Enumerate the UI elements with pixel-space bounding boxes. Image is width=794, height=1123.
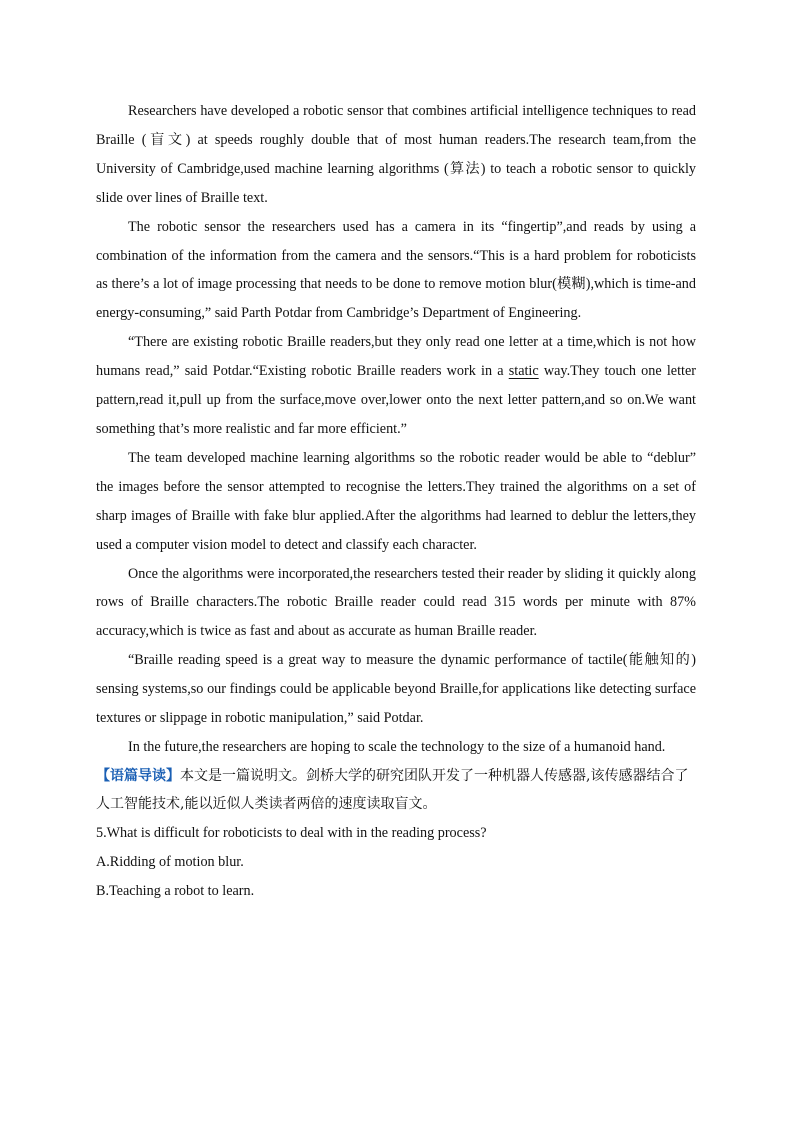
underlined-word-static: static — [508, 363, 539, 380]
paragraph-5: Once the algorithms were incorporated,the researchers tested their reader by sliding it quickly along rows of Braille characters.The robotic Braille reader could read 315 words per minute with 87% accuracy,which is twice as fast and about as accurate as human Braille reader. — [96, 565, 696, 640]
paragraph-4: The team developed machine learning algorithms so the robotic reader would be able to “deblur” the images before the sensor attempted to recognise the letters.They trained the algorithms on a set of sharp images of Braille with fake blur applied.After the algorithms had learned to deblur the letters,they used a computer vision model to detect and classify each character. — [96, 449, 696, 553]
reading-guide-label: 【语篇导读】 — [96, 767, 180, 784]
paragraph-3-text-a: “There are existing robotic Braille readers,but they only read one letter at a time,which is not how humans read,” said Potdar.“Existing robotic Braille readers work in a — [96, 334, 696, 380]
reading-guide-text: 本文是一篇说明文。剑桥大学的研究团队开发了一种机器人传感器,该传感器结合了人工智能技术,能以近似人类读者两倍的速度读取盲文。 — [96, 767, 689, 813]
option-b[interactable]: B.Teaching a robot to learn. — [96, 882, 255, 899]
document-page — [96, 97, 696, 906]
question-number: 5 — [96, 824, 104, 841]
paragraph-7: In the future,the researchers are hoping to scale the technology to the size of a humanoid hand. — [128, 738, 666, 755]
paragraph-2: The robotic sensor the researchers used has a camera in its “fingertip”,and reads by using a combination of the information from the camera and the sensors.“This is a hard problem for roboticists as there’s a lot of image processing that needs to be done to remove motion blur(模糊),which is time-and energy-consuming,” said Parth Potdar from Cambridge’s Department of Engineering. — [96, 218, 696, 322]
paragraph-1: Researchers have developed a robotic sensor that combines artificial intelligence techniques to read Braille (盲文) at speeds roughly double that of most human readers.The research team,from the University of Cambridge,used machine learning algorithms (算法) to teach a robotic sensor to quickly slide over lines of Braille text. — [96, 103, 696, 206]
paragraph-3-text-b: way.They touch one letter pattern,read it,pull up from the surface,move over,lower onto the next letter pattern,and so on.We want something that’s more realistic and far more efficient.” — [96, 363, 696, 437]
option-a[interactable]: A.Ridding of motion blur. — [96, 853, 244, 870]
question-5 — [96, 819, 696, 848]
paragraph-3 — [96, 328, 696, 444]
question-stem: .What is difficult for roboticists to deal with in the reading process? — [103, 824, 487, 841]
reading-guide — [96, 762, 696, 819]
paragraph-6: “Braille reading speed is a great way to measure the dynamic performance of tactile(能触知的) sensing systems,so our findings could be applicable beyond Braille,for applications like detecting surface textures or slippage in robotic manipulation,” said Potdar. — [96, 652, 696, 727]
